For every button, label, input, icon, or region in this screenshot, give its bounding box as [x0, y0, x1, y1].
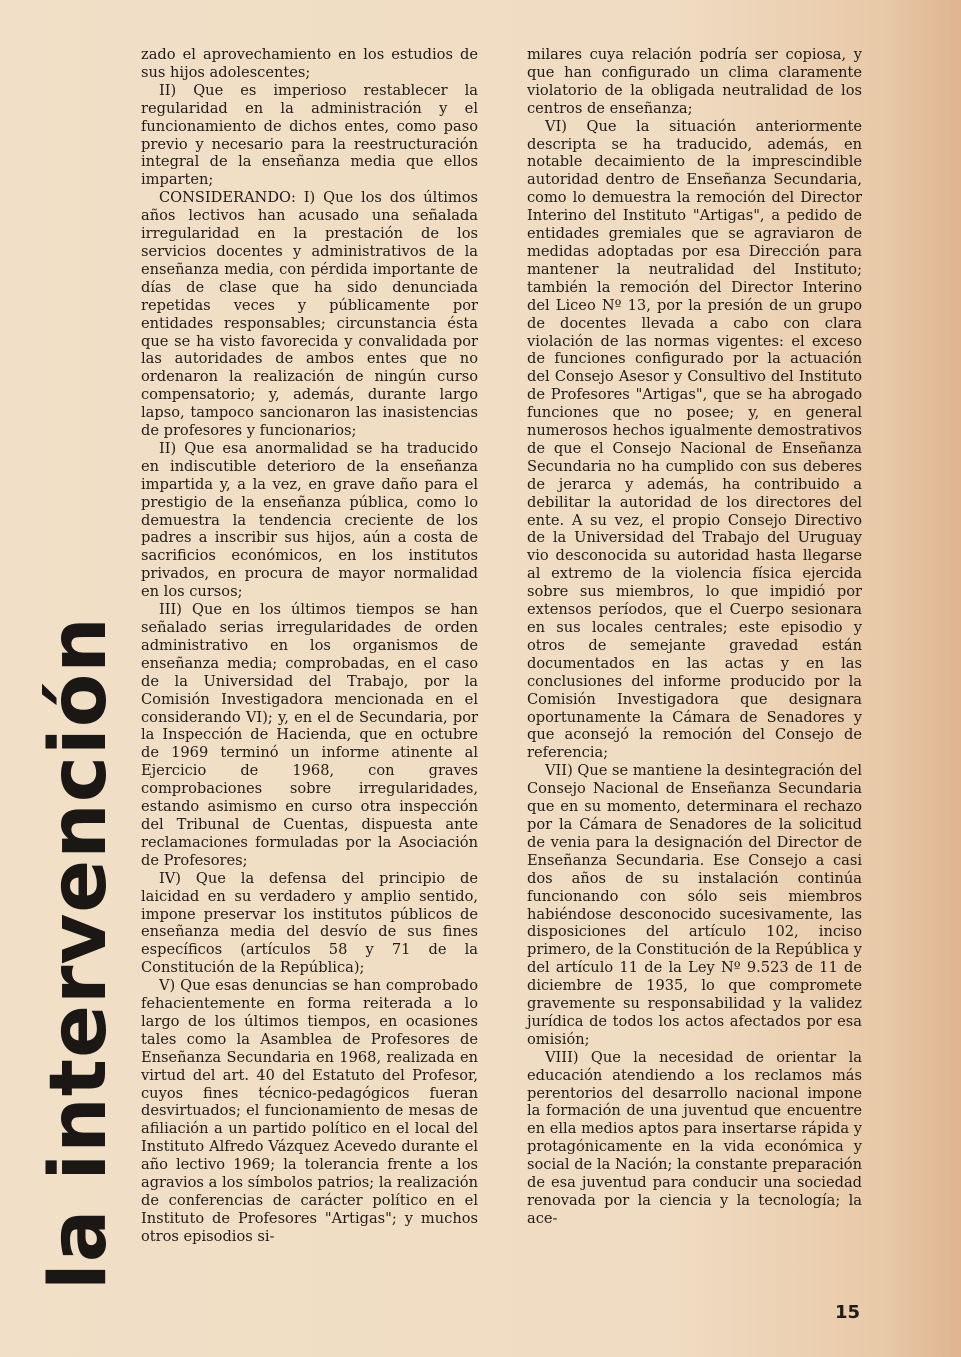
paragraph: III) Que en los últimos tiempos se han señalado serias irregularidades de orden administrativo en los organismos de enseñanza media; comprobadas, en el caso de la Universidad del Trabajo, por la Comisión Investigadora mencionada en el considerando VI); y, en el de Secundaria, por la Inspección de Hacienda, que en octubre de 1969 terminó un informe atinente al Ejercicio de 1968, con graves comprobaciones sobre irregularidades, estando asimismo en curso otra inspección del Tribunal de Cuentas, dispuesta ante reclamaciones formuladas por la Asociación de Profesores;: [141, 601, 478, 869]
paragraph: V) Que esas denuncias se han comprobado fehacientemente en forma reiterada a lo largo de los últimos tiempos, en ocasiones tales como la Asamblea de Profesores de Enseñanza Secundaria en 1968, realizada en virtud del art. 40 del Estatuto del Profesor, cuyos fines técnico-pedagógicos fueran desvirtuados; el funcionamiento de mesas de afiliación a un partido político en el local del Instituto Alfredo Vázquez Acevedo durante el año lectivo 1969; la tolerancia frente a los agravios a los símbolos patrios; la realización de conferencias de carácter político en el Instituto de Profesores "Artigas"; y muchos otros episodios si-: [141, 977, 478, 1245]
paragraph: milares cuya relación podría ser copiosa, y que han configurado un clima claramente violatorio de la obligada neutralidad de los centros de enseñanza;: [527, 46, 862, 117]
left-text-column: [141, 46, 478, 1246]
paragraph: II) Que es imperioso restablecer la regularidad en la administración y el funcionamiento de dichos entes, como paso previo y necesario para la reestructuración integral de la enseñanza media que ellos imparten;: [141, 81, 478, 189]
paragraph: VII) Que se mantiene la desintegración del Consejo Nacional de Enseñanza Secundaria que en su momento, determinara el rechazo por la Cámara de Senadores de la solicitud de venia para la designación del Director de Enseñanza Secundaria. Ese Consejo a casi dos años de su instalación continúa funcionando con sólo seis miembros habiéndose desconocido sucesivamente, las disposiciones del artículo 102, inciso primero, de la Constitución de la República y del artículo 11 de la Ley Nº 9.523 de 11 de diciembre de 1935, lo que compromete gravemente su responsabilidad y la validez jurídica de todos los actos afectados por esa omisión;: [527, 762, 862, 1048]
page-number: 15: [835, 1302, 861, 1323]
paragraph: VIII) Que la necesidad de orientar la educación atendiendo a los reclamos más perentorios del desarrollo nacional impone la formación de una juventud que encuentre en ella medios aptos para insertarse rápida y protagónicamente en la vida económica y social de la Nación; la constante preparación de esa juventud para conducir una sociedad renovada por la ciencia y la tecnología; la ace-: [527, 1048, 862, 1227]
paragraph: IV) Que la defensa del principio de laicidad en su verdadero y amplio sentido, impone preservar los institutos públicos de enseñanza media del desvío de sus fines específicos (artículos 58 y 71 de la Constitución de la República);: [141, 869, 478, 977]
paragraph: zado el aprovechamiento en los estudios de sus hijos adolescentes;: [141, 46, 478, 81]
paragraph: II) Que esa anormalidad se ha traducido en indiscutible deterioro de la enseñanza impartida y, a la vez, en grave daño para el prestigio de la enseñanza pública, como lo demuestra la tendencia creciente de los padres a inscribir sus hijos, aún a costa de sacrificios económicos, en los institutos privados, en procura de mayor normalidad en los cursos;: [141, 439, 478, 601]
section-title-vertical: la intervención: [34, 616, 124, 1290]
right-text-column: [527, 46, 862, 1228]
paragraph: VI) Que la situación anteriormente descripta se ha traducido, además, en notable decaimiento de la imprescindible autoridad dentro de Enseñanza Secundaria, como lo demuestra la remoción del Director Interino del Instituto "Artigas", a pedido de entidades gremiales que se agraviaron de medidas adoptadas por esa Dirección para mantener la neutralidad del Instituto; también la remoción del Director Interino del Liceo Nº 13, por la presión de un grupo de docentes llevada a cabo con clara violación de las normas vigentes: el exceso de funciones configurado por la actuación del Consejo Asesor y Consultivo del Instituto de Profesores "Artigas", que se ha abrogado funciones que no posee; y, en general numerosos hechos igualmente demostrativos de que el Consejo Nacional de Enseñanza Secundaria no ha cumplido con sus deberes de jerarca y además, ha contribuido a debilitar la autoridad de los directores del ente. A su vez, el propio Consejo Directivo de la Universidad del Trabajo del Uruguay vio desconocida su autoridad hasta llegarse al extremo de la violencia física ejercida sobre sus miembros, lo que impidió por extensos períodos, que el Cuerpo sesionara en sus locales centrales; este episodio y otros de semejante gravedad están documentados en las actas y en las conclusiones del informe producido por la Comisión Investigadora que designara oportunamente la Cámara de Senadores y que aconsejó la remoción del Consejo de referencia;: [527, 117, 862, 762]
paragraph: CONSIDERANDO: I) Que los dos últimos años lectivos han acusado una señalada irregularidad en la prestación de los servicios docentes y administrativos de la enseñanza media, con pérdida importante de días de clase que ha sido denunciada repetidas veces y públicamente por entidades responsables; circunstancia ésta que se ha visto favorecida y convalidada por las autoridades de ambos entes que no ordenaron la realización de ningún curso compensatorio; y, además, durante largo lapso, tampoco sancionaron las inasistencias de profesores y funcionarios;: [141, 189, 478, 440]
